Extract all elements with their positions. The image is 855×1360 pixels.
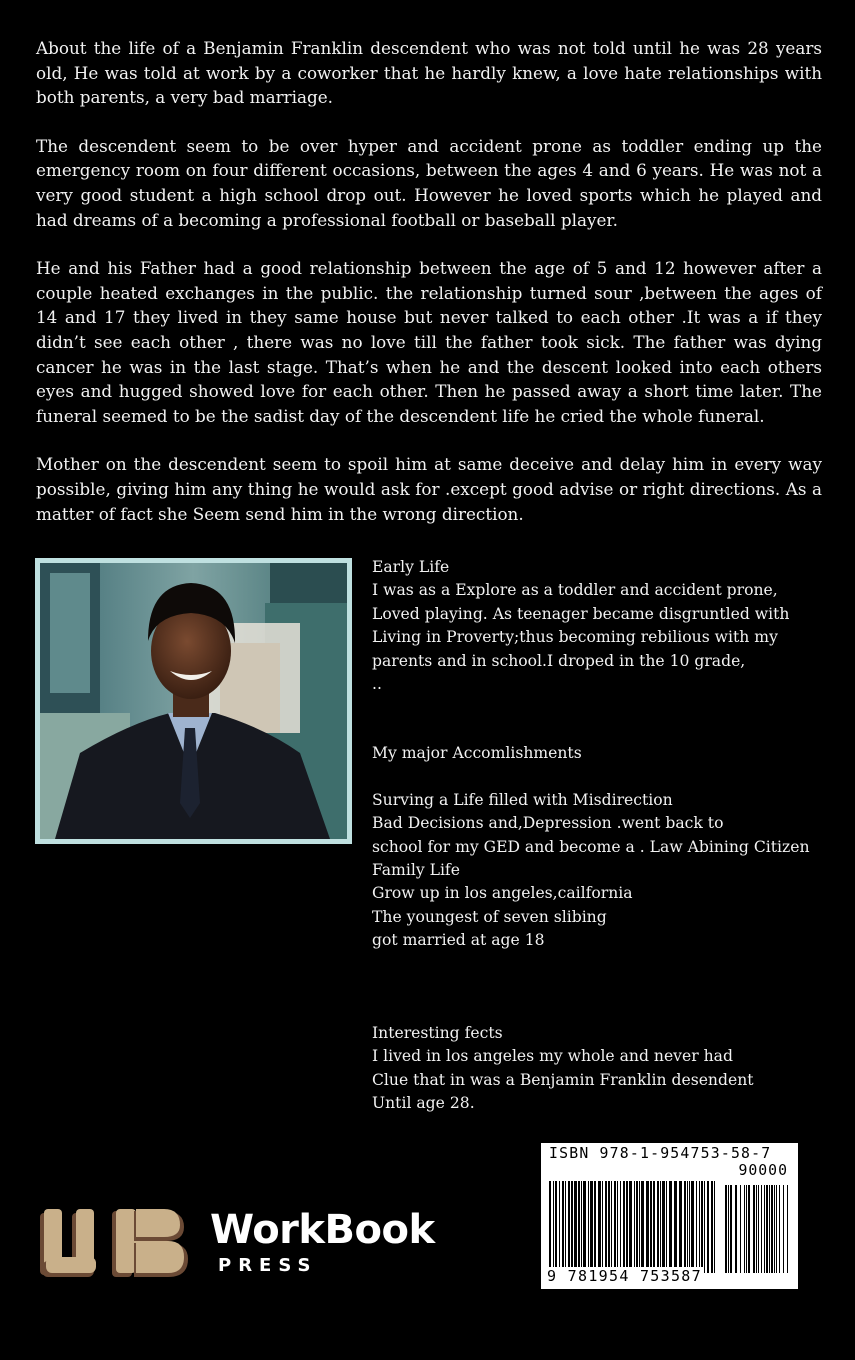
accomplishment-line: Family Life xyxy=(372,861,460,880)
accomplishment-line: Grow up in los angeles,cailfornia xyxy=(372,884,633,903)
price-code: 90000 xyxy=(738,1162,788,1179)
isbn-number: ISBN 978-1-954753-58-7 xyxy=(549,1145,772,1162)
publisher-logo xyxy=(38,1205,478,1285)
facts-line: Until age 28. xyxy=(372,1093,475,1112)
isbn-barcode xyxy=(541,1143,798,1289)
accomplishments-section xyxy=(372,789,832,953)
early-life-section xyxy=(372,556,832,696)
blurb-paragraph-3: He and his Father had a good relationship between the age of 5 and 12 however after a couple heated exchanges in the public. the relationship turned sour ,between the ages of 14 and 17 they lived in they same house but never talked to each other .It was a if they didn’t see each other , there was no love till the father took sick. The father was dying cancer he was in the last stage. That’s when he and the descent looked into each others eyes and hugged showed love for each other. Then he passed away a short time later. The funeral seemed to be the sadist day of the descendent life he cried the whole funeral. xyxy=(36,258,822,426)
early-life-line: I was as a Explore as a toddler and accident prone, xyxy=(372,581,778,600)
blurb-paragraph-4: Mother on the descendent seem to spoil him at same deceive and delay him in every way possible, giving him any thing he would ask for .except good advise or right directions. As a matter of fact she Seem send him in the wrong direction. xyxy=(36,454,822,524)
facts-section xyxy=(372,1022,832,1116)
barcode-digits: 9 781954 753587 xyxy=(547,1267,702,1285)
early-life-line: parents and in school.I droped in the 10 grade, xyxy=(372,651,746,670)
publisher-name: WorkBook xyxy=(210,1207,435,1253)
early-life-line: Living in Proverty;thus becoming rebilious with my xyxy=(372,628,778,647)
accomplishment-line: got married at age 18 xyxy=(372,931,545,950)
workbook-book-icon xyxy=(38,1205,188,1281)
back-cover-blurb xyxy=(36,36,822,550)
author-photo xyxy=(35,558,352,844)
accomplishment-line: The youngest of seven slibing xyxy=(372,907,607,926)
early-life-line: .. xyxy=(372,675,382,694)
blurb-paragraph-1: About the life of a Benjamin Franklin descendent who was not told until he was 28 years old, He was told at work by a coworker that he hardly knew, a love hate relationships with both parents, a very bad marriage. xyxy=(36,38,822,108)
accomplishment-line: school for my GED and become a . Law Abining Citizen xyxy=(372,837,810,856)
author-bio-column xyxy=(372,556,832,1115)
accomplishment-line: Surving a Life filled with Misdirection xyxy=(372,790,673,809)
blurb-paragraph-2: The descendent seem to be over hyper and accident prone as toddler ending up the emergency room on four different occasions, between the ages 4 and 6 years. He was not a very good student a high school drop out. However he loved sports which he played and had dreams of a becoming a professional football or baseball player. xyxy=(36,135,822,230)
facts-heading: Interesting fects xyxy=(372,1023,503,1042)
facts-line: I lived in los angeles my whole and never had xyxy=(372,1047,733,1066)
publisher-subtitle: PRESS xyxy=(218,1255,318,1276)
author-portrait-image xyxy=(40,563,347,839)
early-life-line: Loved playing. As teenager became disgruntled with xyxy=(372,604,790,623)
accomplishment-line: Bad Decisions and,Depression .went back to xyxy=(372,814,724,833)
facts-line: Clue that in was a Benjamin Franklin desendent xyxy=(372,1070,754,1089)
early-life-heading: Early Life xyxy=(372,558,450,576)
barcode-bars xyxy=(549,1181,793,1275)
accomplishments-heading: My major Accomlishments xyxy=(372,744,582,763)
